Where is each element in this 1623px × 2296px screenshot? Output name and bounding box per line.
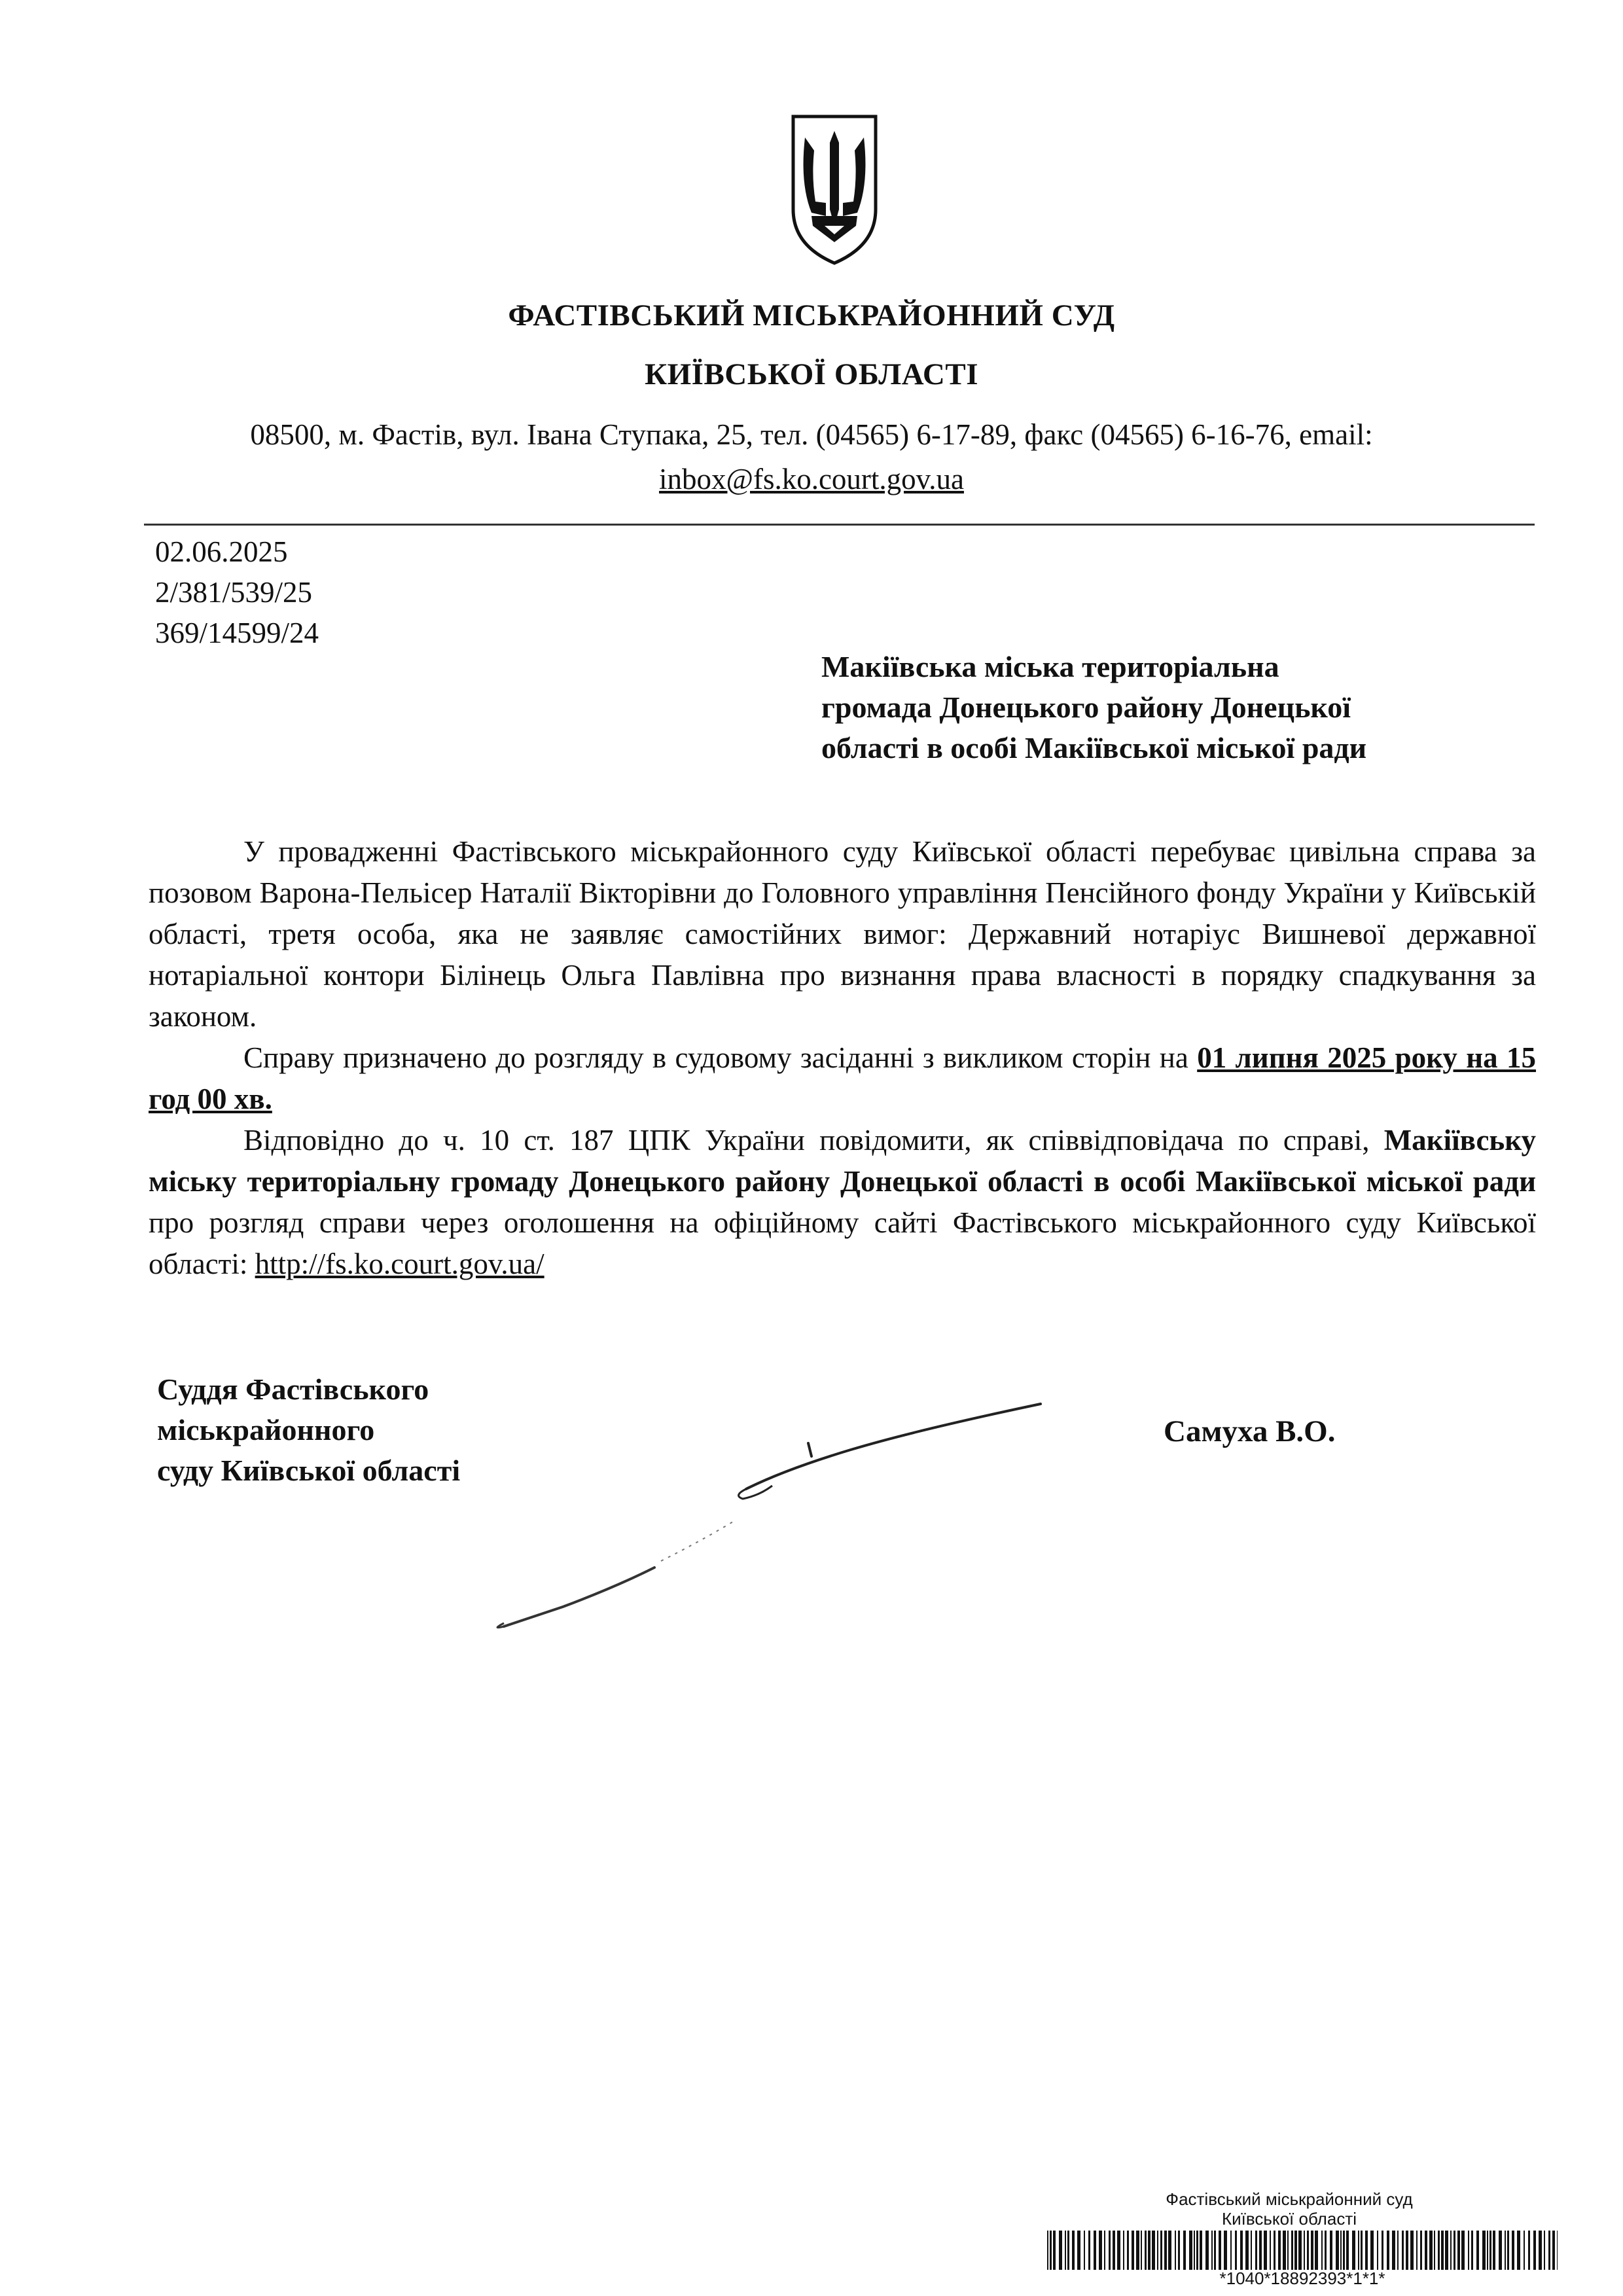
court-name-line1: ФАСТІВСЬКИЙ МІСЬКРАЙОННИЙ СУД xyxy=(508,298,1115,332)
paragraph-2 xyxy=(149,1037,1536,1120)
court-address xyxy=(164,412,1459,501)
stamp-line: Фастівський міськрайонний суд xyxy=(1166,2189,1413,2209)
addressee-line: області в особі Макіївської міської ради xyxy=(821,731,1367,764)
coat-of-arms-icon xyxy=(785,111,883,268)
email-link[interactable]: inbox@fs.ko.court.gov.ua xyxy=(659,463,964,495)
co-defendant-name: Макіївську міську територіальну громаду Донецького району Донецької області в особі Макіївської міської ради xyxy=(149,1124,1537,1198)
case-number-1: 2/381/539/25 xyxy=(155,576,313,609)
barcode-number: *1040*18892393*1*1* xyxy=(1219,2269,1385,2288)
handwritten-signature xyxy=(484,1365,1073,1633)
hearing-date: 01 липня 2025 року на 15 год 00 хв. xyxy=(149,1041,1537,1115)
document-references xyxy=(155,531,319,653)
address-text: 08500, м. Фастів, вул. Івана Ступака, 25, тел. (04565) 6-17-89, факс (04565) 6-16-76, email: xyxy=(250,418,1373,451)
addressee-line: громада Донецького району Донецької xyxy=(821,691,1351,724)
hearing-text: Справу призначено до розгляду в судовому засіданні з викликом сторін на xyxy=(243,1041,1188,1074)
addressee-line: Макіївська міська територіальна xyxy=(821,650,1279,683)
paragraph-1: У провадженні Фастівського міськрайонного суду Київської області перебуває цивільна справа за позовом Варона-Пельісер Наталії Вікторівни до Головного управління Пенсійного фонду України у Київській області, третя особа, яка не заявляє самостійних вимог: Державний нотаріус Вишневої державної нотаріальної контори Білінець Ольга Павлівна про визнання права власності в порядку спадкування за законом. xyxy=(149,835,1536,1033)
judge-name: Самуха В.О. xyxy=(1164,1414,1336,1448)
judge-title-line: суду Київської області xyxy=(157,1454,461,1487)
case-number-2: 369/14599/24 xyxy=(155,617,319,649)
barcode-icon xyxy=(1047,2231,1558,2270)
document-date: 02.06.2025 xyxy=(155,535,288,568)
stamp-line: Київської області xyxy=(1221,2209,1357,2229)
addressee-block xyxy=(821,647,1366,768)
registry-stamp xyxy=(1132,2189,1446,2229)
notice-text-end: про розгляд справи через оголошення на офіційному сайті Фастівського міськрайонного суду Київської області: xyxy=(149,1206,1536,1280)
paragraph-3 xyxy=(149,1120,1536,1285)
judge-title xyxy=(157,1369,460,1491)
court-name-line2: КИЇВСЬКОЇ ОБЛАСТІ xyxy=(645,357,978,391)
header-divider xyxy=(144,524,1535,526)
judge-title-line: міськрайонного xyxy=(157,1413,375,1446)
judge-title-line: Суддя Фастівського xyxy=(157,1372,429,1406)
letter-body xyxy=(149,831,1536,1285)
notice-text-start: Відповідно до ч. 10 ст. 187 ЦПК України повідомити, як співвідповідача по справі, xyxy=(243,1124,1370,1157)
court-website-link[interactable]: http://fs.ko.court.gov.ua/ xyxy=(255,1247,544,1280)
